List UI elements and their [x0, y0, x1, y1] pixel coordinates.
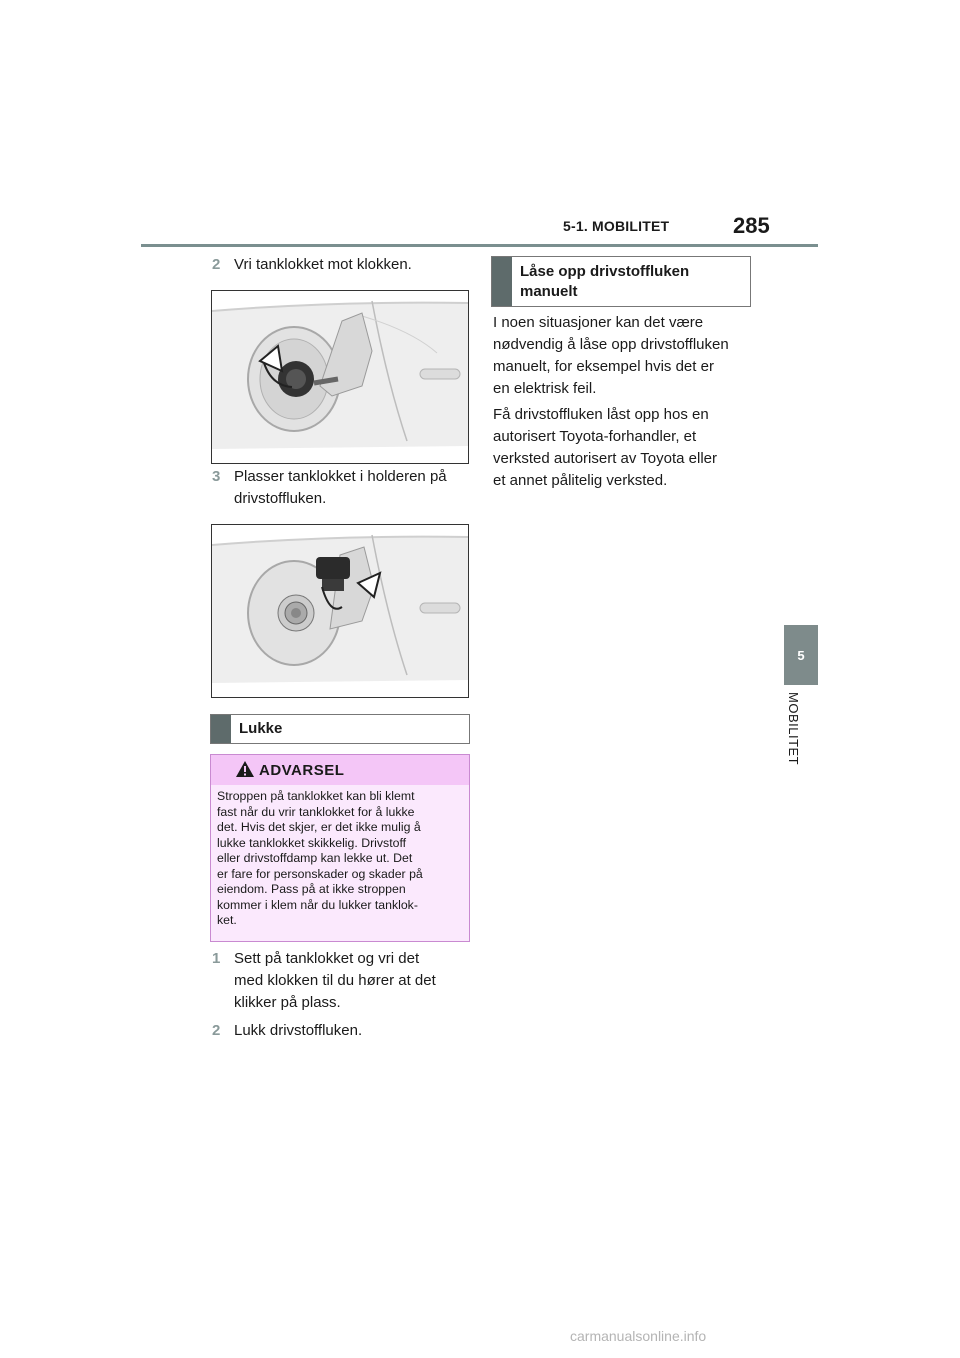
step-place-cap	[212, 466, 472, 512]
warning-line: lukke tanklokket skikkelig. Drivstoff	[217, 835, 407, 850]
step-number: 1	[212, 950, 221, 967]
warning-triangle-icon	[235, 760, 255, 778]
figure-rotate-cap	[211, 290, 469, 464]
chapter-tab: 5	[784, 625, 818, 685]
warning-line: kommer i klem når du lukker tanklok-	[217, 897, 418, 912]
step-close-door	[212, 1020, 474, 1044]
section-title-line-1: Låse opp drivstoffluken	[520, 263, 690, 280]
paragraph-line: Få drivstoffluken låst opp hos en	[493, 406, 709, 423]
cap-in-holder-illustration	[212, 525, 468, 697]
paragraph-line: nødvendig å låse opp drivstoffluken	[493, 336, 729, 353]
section-title: Lukke	[239, 720, 283, 737]
section-heading-manual-unlock	[491, 256, 751, 307]
paragraph-line: verksted autorisert av Toyota eller	[493, 450, 717, 467]
page-number: 285	[733, 213, 770, 238]
fuel-door-open-illustration	[212, 291, 468, 463]
step-text-line-1: Plasser tanklokket i holderen på	[234, 468, 447, 485]
step-text: Lukk drivstoffluken.	[234, 1022, 363, 1039]
warning-title: ADVARSEL	[259, 762, 345, 779]
section-heading-close	[210, 714, 470, 744]
warning-line: det. Hvis det skjer, er det ikke mulig å	[217, 820, 421, 834]
paragraph-line: et annet pålitelig verksted.	[493, 472, 668, 489]
step-text-line-3: klikker på plass.	[234, 994, 341, 1011]
section-bar	[492, 257, 512, 306]
header-rule	[141, 244, 818, 247]
paragraph-dealer	[493, 404, 763, 492]
footer-watermark: carmanualsonline.info	[570, 1328, 707, 1344]
paragraph-line: en elektrisk feil.	[493, 380, 597, 397]
step-text-line-2: drivstoffluken.	[234, 490, 327, 507]
section-header: 5-1. MOBILITET	[563, 218, 670, 234]
step-rotate-cap	[212, 254, 472, 278]
warning-line: Stroppen på tanklokket kan bli klemt	[217, 789, 415, 803]
warning-line: eiendom. Pass på at ikke stroppen	[217, 882, 406, 896]
step-number: 2	[212, 256, 221, 273]
step-number: 3	[212, 468, 221, 485]
paragraph-manual-unlock	[493, 312, 763, 400]
paragraph-line: I noen situasjoner kan det være	[493, 314, 704, 331]
warning-line: fast når du vrir tanklokket for å lukke	[217, 804, 415, 819]
step-text-line-1: Sett på tanklokket og vri det	[234, 950, 420, 967]
warning-box	[210, 754, 470, 942]
warning-line: eller drivstoffdamp kan lekke ut. Det	[217, 851, 413, 865]
warning-line: ket.	[217, 913, 237, 927]
chapter-label	[786, 692, 816, 792]
section-title-line-2: manuelt	[520, 283, 578, 300]
step-attach-cap	[212, 948, 474, 1016]
chapter-label-text: MOBILITET	[786, 692, 801, 766]
step-text: Vri tanklokket mot klokken.	[234, 256, 412, 273]
step-text-line-2: med klokken til du hører at det	[234, 972, 436, 989]
paragraph-line: autorisert Toyota-forhandler, et	[493, 428, 697, 445]
warning-line: er fare for personskader og skader på	[217, 866, 423, 881]
figure-cap-holder	[211, 524, 469, 698]
section-bar	[211, 715, 231, 743]
paragraph-line: manuelt, for eksempel hvis det er	[493, 358, 714, 375]
step-number: 2	[212, 1022, 221, 1039]
warning-text	[217, 789, 465, 929]
